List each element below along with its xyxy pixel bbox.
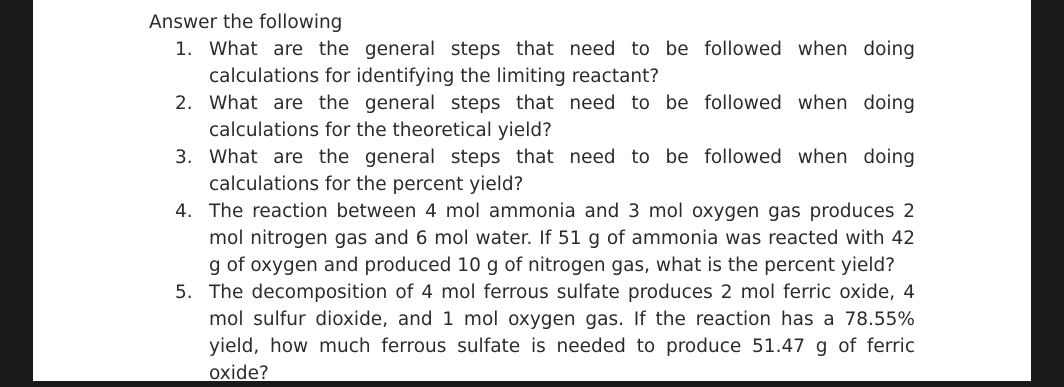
instructions-heading: Answer the following (149, 12, 343, 33)
question-item-5 (175, 279, 915, 387)
question-number: 3. (175, 147, 193, 168)
question-item-2 (175, 90, 915, 144)
question-number: 5. (175, 282, 193, 303)
question-text: The reaction between 4 mol ammonia and 3 mol oxygen gas produces 2 mol nitrogen gas and 6 mol water. If 51 g of ammonia was reacted with 42 g of oxygen and produced 10 g of nitrogen gas, what is the percent yield? (209, 201, 915, 276)
document-page (33, 0, 1031, 384)
question-item-1 (175, 36, 915, 90)
question-number: 2. (175, 93, 193, 114)
question-number: 4. (175, 201, 193, 222)
question-item-3 (175, 144, 915, 198)
question-text: The decomposition of 4 mol ferrous sulfate produces 2 mol ferric oxide, 4 mol sulfur dioxide, and 1 mol oxygen gas. If the reaction has a 78.55% yield, how much ferrous sulfate is needed to produce 51.47 g of ferric oxide? (209, 282, 915, 384)
question-item-4 (175, 198, 915, 279)
question-text: What are the general steps that need to be followed when doing calculations for the percent yield? (209, 147, 915, 195)
question-text: What are the general steps that need to be followed when doing calculations for the theoretical yield? (209, 93, 915, 141)
question-list (175, 36, 915, 387)
question-number: 1. (175, 39, 193, 60)
question-text: What are the general steps that need to be followed when doing calculations for identifying the limiting reactant? (209, 39, 915, 87)
